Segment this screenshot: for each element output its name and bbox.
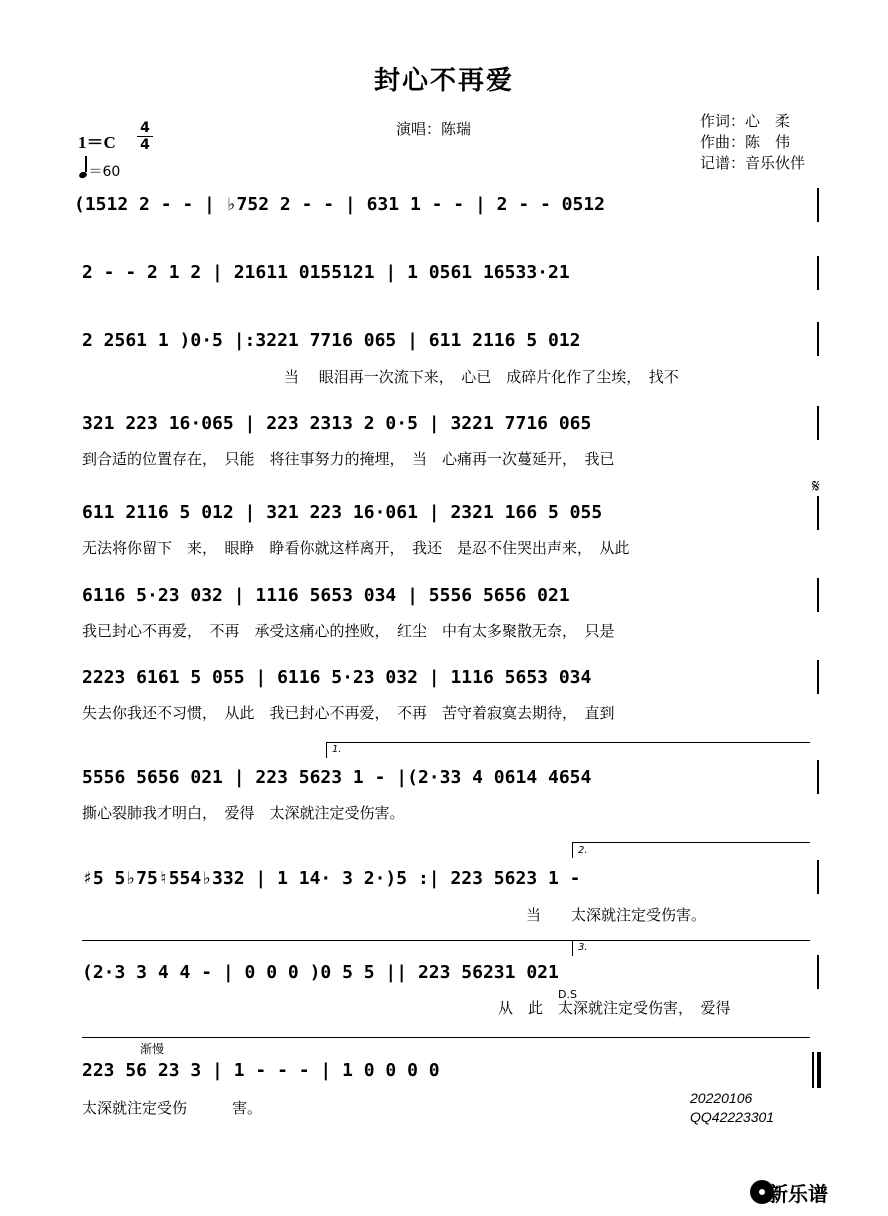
tempo-mark [79, 160, 120, 181]
transcriber-credit: 记谱：音乐伙伴 [700, 154, 806, 172]
notation-row-10: (2·3 3 4 4 - | 0 0 0 )0 5 5 || 223 56231 021 [82, 962, 559, 983]
barline [817, 322, 819, 356]
lyric-row-3: 当 眼泪再一次流下来， 心已 成碎片化作了尘埃， 找不 [284, 368, 679, 386]
final-barline-thick [817, 1052, 821, 1088]
lyricist-credit: 作词：心 柔 [700, 112, 791, 130]
lyric-row-5: 无法将你留下 来， 眼睁 睁看你就这样离开， 我还 是忍不住哭出声来， 从此 [82, 539, 630, 557]
time-signature [137, 120, 153, 153]
singer-credit: 演唱：陈瑞 [396, 120, 472, 138]
volta-1-bracket [326, 742, 810, 744]
notation-row-6: 6116 5·23 032 | 1116 5653 034 | 5556 5656 021 [82, 585, 570, 606]
volta-1-hook [326, 742, 328, 758]
time-signature-bottom: 4 [140, 137, 150, 153]
volta-2-bracket [572, 842, 810, 844]
volta-3-label: 3. [578, 942, 588, 953]
tempo-value: ＝60 [88, 164, 121, 180]
barline [817, 496, 819, 530]
volta-3-hook [572, 940, 574, 956]
quarter-note-icon [78, 171, 88, 179]
notation-row-8: 5556 5656 021 | 223 5623 1 - |(2·33 4 0614 4654 [82, 767, 592, 788]
lyric-row-6: 我已封心不再爱， 不再 承受这痛心的挫败， 红尘 中有太多聚散无奈， 只是 [82, 622, 615, 640]
song-title: 封心不再爱 [373, 66, 514, 96]
lyric-row-7: 失去你我还不习惯， 从此 我已封心不再爱， 不再 苦守着寂寞去期待， 直到 [82, 704, 615, 722]
notation-row-5: 611 2116 5 012 | 321 223 16·061 | 2321 166 5 055 [82, 502, 603, 523]
barline [817, 660, 819, 694]
barline [817, 860, 819, 894]
barline [817, 578, 819, 612]
notation-row-11: 223 56 23 3 | 1 - - - | 1 0 0 0 0 [82, 1060, 440, 1081]
composer-credit: 作曲：陈 伟 [700, 133, 791, 151]
time-signature-top: 4 [140, 120, 150, 136]
volta-1-label: 1. [332, 744, 342, 755]
notation-row-2: 2 - - 2 1 2 | 21611 0155121 | 1 0561 16533·21 [82, 262, 570, 283]
note-stem-icon [85, 156, 87, 172]
qq-stamp: QQ42223301 [690, 1109, 775, 1125]
notation-row-3: 2 2561 1 )0·5 |:3221 7716 065 | 611 2116 5 012 [82, 330, 581, 351]
ritardando-mark: 渐慢 [140, 1042, 165, 1056]
notation-row-1: (1512 2 - - | ♭752 2 - - | 631 1 - - | 2 - - 0512 [74, 194, 606, 215]
key-signature: 1＝C [78, 133, 116, 152]
volta-2-hook [572, 842, 574, 858]
barline [817, 955, 819, 989]
barline [817, 760, 819, 794]
lyric-row-11: 太深就注定受伤 害。 [82, 1099, 263, 1117]
notation-row-4: 321 223 16·065 | 223 2313 2 0·5 | 3221 7716 065 [82, 413, 592, 434]
notation-row-9: ♯5 5♭75♮554♭332 | 1 14· 3 2·)5 :| 223 5623 1 - [82, 868, 581, 889]
barline [817, 256, 819, 290]
volta-3-bracket [82, 940, 810, 942]
ds-mark: D.S [558, 988, 577, 1001]
final-barline-thin [812, 1052, 814, 1088]
lyric-row-9: 当 太深就注定受伤害。 [526, 906, 707, 924]
barline [817, 406, 819, 440]
segno-icon: 𝄋 [812, 476, 820, 497]
lyric-row-4: 到合适的位置存在， 只能 将往事努力的掩埋， 当 心痛再一次蔓延开， 我已 [82, 450, 615, 468]
lyric-row-10: 从 此 太深就注定受伤害， 爱得 [498, 999, 731, 1017]
volta-2-label: 2. [578, 845, 588, 856]
date-stamp: 20220106 [690, 1090, 753, 1106]
ending-bracket [82, 1037, 810, 1039]
lyric-row-8: 撕心裂肺我才明白， 爱得 太深就注定受伤害。 [82, 804, 405, 822]
notation-row-7: 2223 6161 5 055 | 6116 5·23 032 | 1116 5653 034 [82, 667, 592, 688]
barline [817, 188, 819, 222]
site-logo: 新乐谱 [768, 1182, 828, 1206]
